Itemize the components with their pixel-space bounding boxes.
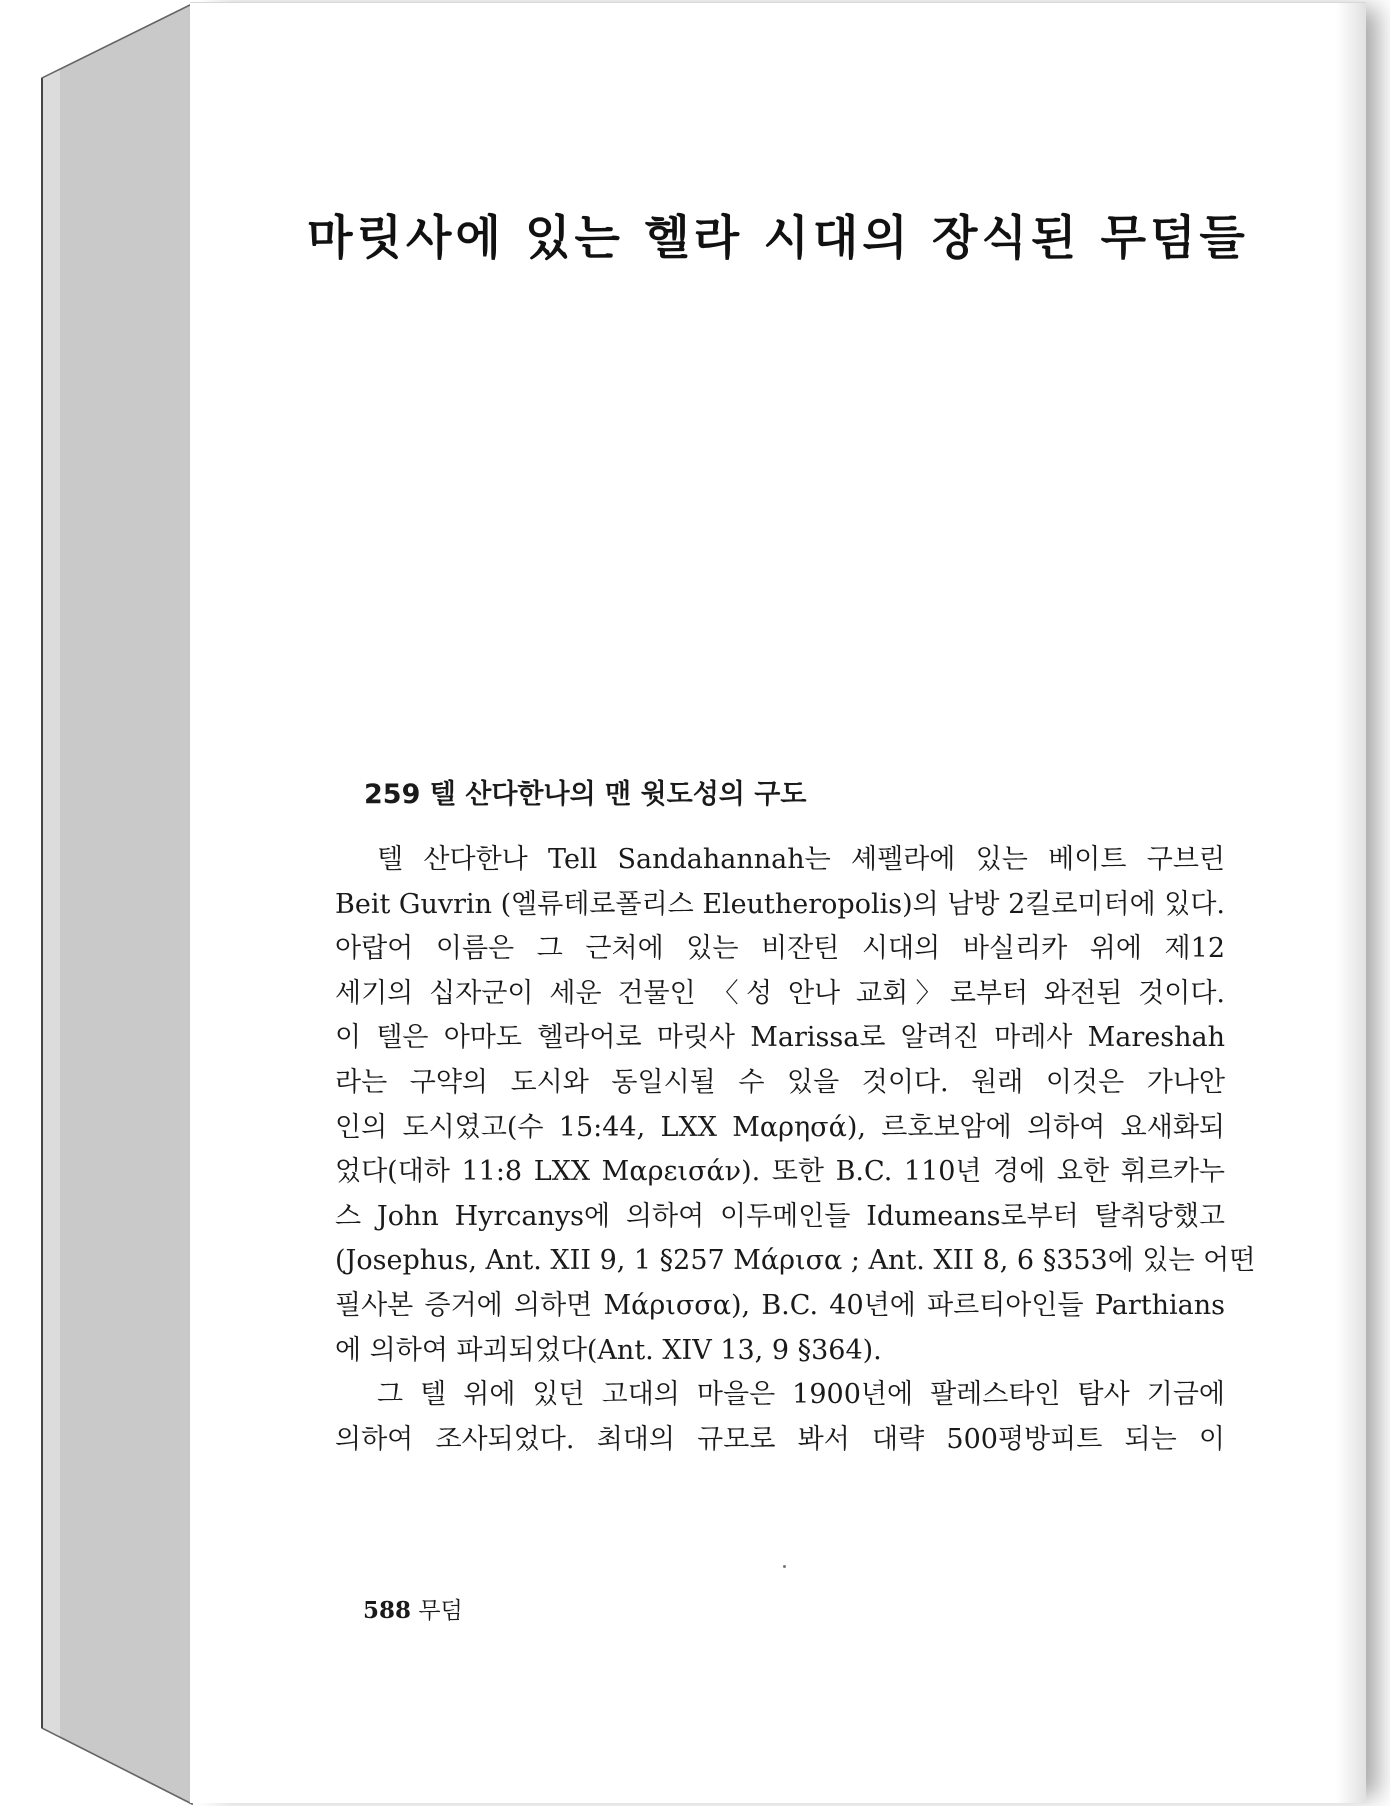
text-line: 라는 구약의 도시와 동일시될 수 있을 것이다. 원래 이것은 가나안 (335, 1066, 1225, 1098)
running-title: 무덤 (418, 1598, 463, 1624)
text-line: 텔 산다한나 Tell Sandahannah는 셰펠라에 있는 베이트 구브린 (377, 844, 1225, 875)
scan-speck (783, 1565, 786, 1568)
text-line: 그 텔 위에 있던 고대의 마을은 1900년에 팔레스타인 탐사 기금에 (377, 1379, 1225, 1411)
text-line: 아랍어 이름은 그 근처에 있는 비잔틴 시대의 바실리카 위에 제12 (335, 933, 1225, 965)
page-number: 588 (363, 1597, 412, 1624)
text-line: 세기의 십자군이 세운 건물인 〈성 안나 교회〉로부터 와전된 것이다. (335, 977, 1225, 1009)
page-edge-shadow (1336, 3, 1366, 1803)
text-line: 의하여 조사되었다. 최대의 규모로 봐서 대략 500평방피트 되는 이 (335, 1423, 1225, 1455)
text-line: Beit Guvrin (엘류테로폴리스 Eleutheropolis)의 남방 2킬로미터에 있다. (335, 888, 1225, 920)
text-line: 에 의하여 파괴되었다(Ant. XIV 13, 9 §364). (335, 1334, 882, 1366)
chapter-title: 마릿사에 있는 헬라 시대의 장식된 무덤들 (307, 211, 1249, 266)
text-line: 필사본 증거에 의하면 Μάρισσα), B.C. 40년에 파르티아인들 Parthians (335, 1289, 1225, 1321)
book-page (190, 2, 1366, 1803)
text-line: 스 John Hyrcanys에 의하여 이두메인들 Idumeans로부터 탈취당했고 (335, 1200, 1225, 1232)
body-text (335, 838, 1256, 1462)
page-footer (363, 1592, 463, 1625)
book-side-faces (0, 0, 200, 1806)
text-line: 었다(대하 11:8 LXX Μαρεισάν). 또한 B.C. 110년 경에 요한 휘르카누 (335, 1156, 1225, 1188)
text-line: 인의 도시였고(수 15:44, LXX Μαρησά), 르호보암에 의하여 요새화되 (335, 1111, 1225, 1143)
text-line: 이 텔은 아마도 헬라어로 마릿사 Marissa로 알려진 마레사 Mareshah (335, 1022, 1225, 1054)
section-heading: 259 텔 산다한나의 맨 윗도성의 구도 (364, 779, 807, 810)
text-line: (Josephus, Ant. XII 9, 1 §257 Μάρισα ; Ant. XII 8, 6 §353에 있는 어떤 (335, 1245, 1256, 1277)
